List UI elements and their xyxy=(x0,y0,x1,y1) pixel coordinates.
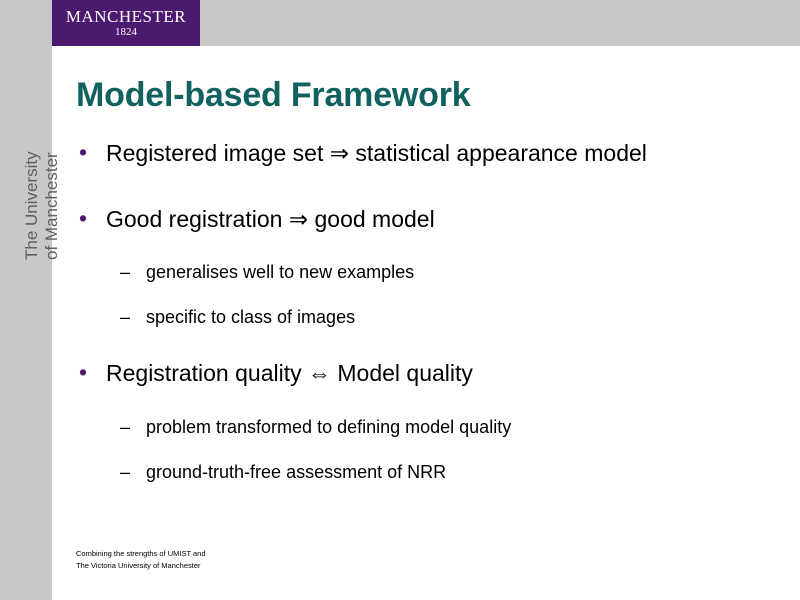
list-item xyxy=(76,417,776,439)
bullet-list xyxy=(76,140,776,483)
dash-marker-icon: – xyxy=(120,262,131,283)
bullet-marker-icon: • xyxy=(79,204,88,231)
dash-marker-icon: – xyxy=(120,416,131,437)
page-title: Model-based Framework xyxy=(76,76,471,114)
list-item xyxy=(76,206,776,234)
list-item-text: Registered image set ⇒ statistical appearance model xyxy=(106,140,647,166)
list-item-text: generalises well to new examples xyxy=(146,262,415,283)
university-logo xyxy=(52,0,200,46)
slide-footer xyxy=(76,548,206,571)
list-item xyxy=(76,262,776,284)
list-item xyxy=(76,307,776,329)
bullet-marker-icon: • xyxy=(79,139,88,165)
vertical-brand-line2: of Manchester xyxy=(42,152,61,260)
list-item xyxy=(76,140,776,168)
list-item-text: ground-truth-free assessment of NRR xyxy=(146,461,447,482)
list-item-text: Good registration ⇒ good model xyxy=(106,205,435,232)
footer-line-2: The Victoria University of Manchester xyxy=(76,560,201,570)
list-item-text: specific to class of images xyxy=(146,306,356,327)
list-item xyxy=(76,462,776,484)
logo-wordmark: MANCHESTER xyxy=(65,7,187,26)
list-item-text: Registration quality ⇔ Model quality xyxy=(106,360,473,387)
footer-line-1: Combining the strengths of UMIST and xyxy=(76,549,206,558)
logo-year: 1824 xyxy=(115,26,137,38)
vertical-brand-text xyxy=(0,60,61,280)
dash-marker-icon: – xyxy=(120,306,131,327)
list-item-text: problem transformed to defining model quality xyxy=(146,416,512,437)
dash-marker-icon: – xyxy=(120,461,131,482)
list-item xyxy=(76,360,776,388)
bullet-marker-icon: • xyxy=(79,359,88,386)
vertical-brand-line1: The University xyxy=(22,151,41,260)
